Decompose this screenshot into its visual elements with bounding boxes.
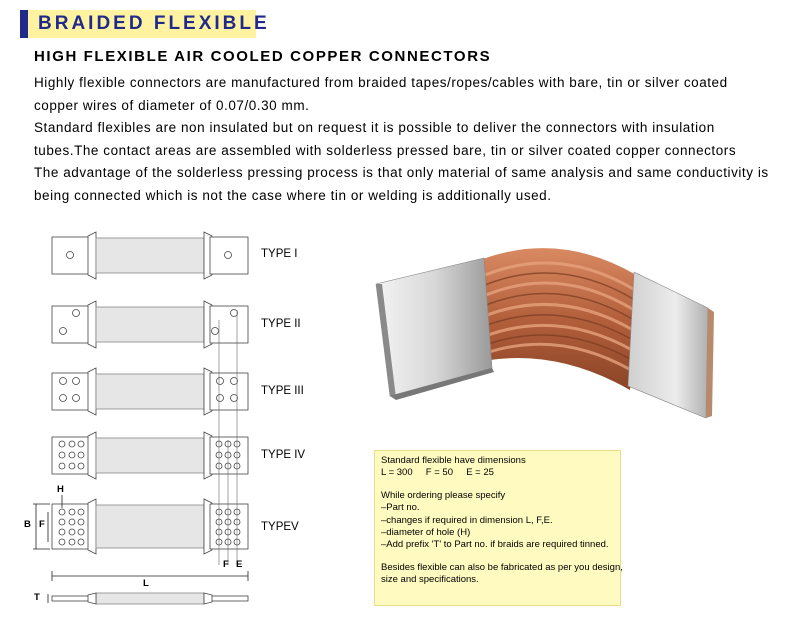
ordering-info-box <box>374 450 621 606</box>
intro-paragraph-3: The advantage of the solderless pressing process is that only material of same analysis and same conductivity is being connected which is not the case where tin or welding is additionally used. <box>34 165 769 203</box>
info-footer-line-1: Besides flexible can also be fabricated as per you design, <box>381 561 623 573</box>
intro-paragraph-1: Highly flexible connectors are manufactured from braided tapes/ropes/cables with bare, tin or silver coated copper wires of diameter of 0.07/0.30 mm. <box>34 75 728 113</box>
info-dimension-values: L = 300 F = 50 E = 25 <box>381 467 494 479</box>
dim-label-l: L <box>143 578 149 589</box>
type-2-drawing <box>52 301 248 348</box>
intro-text <box>34 72 776 207</box>
type-3-drawing <box>52 368 248 415</box>
type-5-drawing <box>52 499 248 554</box>
info-footer-line-2: size and specifications. <box>381 574 479 586</box>
title-bar <box>20 10 270 38</box>
dim-label-b: B <box>24 519 31 530</box>
info-ordering-heading: While ordering please specify <box>381 489 506 501</box>
title-stripe <box>20 10 28 38</box>
section-heading: HIGH FLEXIBLE AIR COOLED COPPER CONNECTORS <box>34 48 492 65</box>
info-item-part-no: –Part no. <box>381 502 420 514</box>
connector-type-diagram <box>0 210 300 630</box>
type-4-drawing <box>52 432 248 479</box>
type-label-2: TYPE II <box>261 318 301 330</box>
dim-label-e: E <box>236 559 243 570</box>
info-item-dimension-changes: –changes if required in dimension L, F,E. <box>381 514 553 526</box>
type-label-1: TYPE I <box>261 248 298 260</box>
dim-label-h: H <box>57 484 64 495</box>
info-item-tinned-prefix: –Add prefix 'T' to Part no. if braids are required tinned. <box>381 539 609 551</box>
dim-label-t: T <box>34 592 40 603</box>
intro-paragraph-2: Standard flexibles are non insulated but on request it is possible to deliver the connectors with insulation tubes.The contact areas are assembled with solderless pressed bare, tin or silver coated copper connectors <box>34 120 737 158</box>
page-title: BRAIDED FLEXIBLE <box>38 13 270 34</box>
braided-connector-photo <box>360 220 720 430</box>
type-label-5: TYPEV <box>261 521 299 533</box>
dim-label-f-right: F <box>223 559 229 570</box>
type-label-3: TYPE III <box>261 385 304 397</box>
type-label-4: TYPE IV <box>261 449 306 461</box>
type-1-drawing <box>52 232 248 279</box>
dim-label-f-left: F <box>39 519 45 530</box>
info-standard-dimensions: Standard flexible have dimensions <box>381 455 526 466</box>
info-item-hole-diameter: –diameter of hole (H) <box>381 527 471 539</box>
